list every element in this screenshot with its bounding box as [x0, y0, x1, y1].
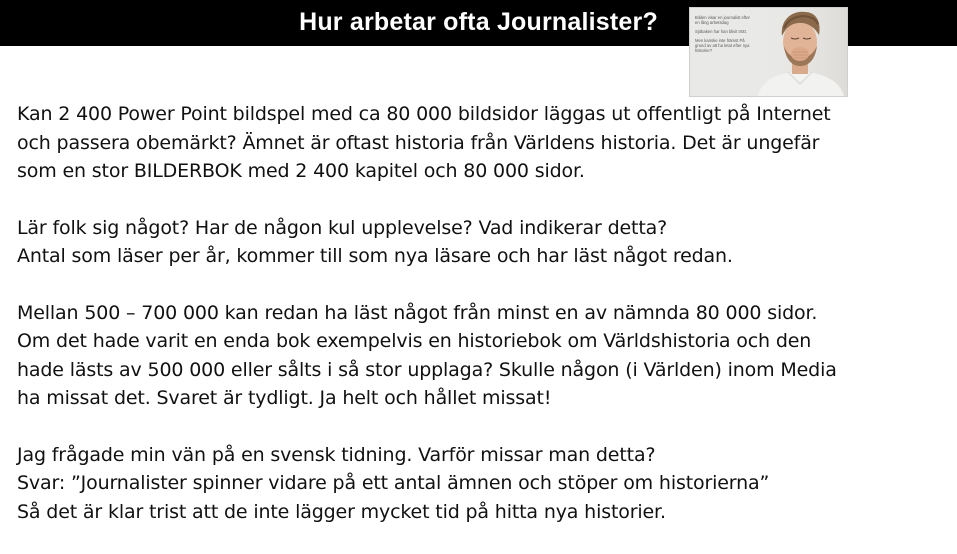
- paragraph: [17, 441, 947, 527]
- text-line: Jag frågade min vän på en svensk tidning. Varför missar man detta?: [17, 443, 656, 466]
- text-line: Lär folk sig något? Har de någon kul upplevelse? Vad indikerar detta?: [17, 216, 668, 239]
- thumbnail-caption-line: Men kanske inte främst På grund av att ha letat efter nya historier?: [695, 38, 750, 53]
- paragraph: [17, 299, 947, 413]
- text-line: Svar: ”Journalister spinner vidare på ett antal ämnen och stöper om historierna”: [17, 472, 770, 494]
- text-line: Så det är klar trist att de inte lägger mycket tid på hitta nya historier.: [17, 500, 666, 523]
- text-line: Antal som läser per år, kommer till som nya läsare och har läst något redan.: [17, 245, 733, 267]
- thumbnail-caption-line: Bilden visar en journalist efter en lång arbetsdag: [695, 15, 750, 25]
- text-line: och passera obemärkt? Ämnet är oftast historia från Världens historia. Det är ungefär: [17, 131, 820, 154]
- yawning-man-illustration: [690, 8, 847, 96]
- slide-body: [17, 100, 947, 554]
- paragraph: [17, 214, 947, 271]
- text-line: hade lästs av 500 000 eller sålts i så stor upplaga? Skulle någon (i Världen) inom Media: [17, 358, 837, 381]
- text-line: som en stor BILDERBOK med 2 400 kapitel och 80 000 sidor.: [17, 160, 585, 182]
- slide-title: Hur arbetar ofta Journalister?: [299, 8, 658, 36]
- text-line: ha missat det. Svaret är tydligt. Ja helt och hållet missat!: [17, 387, 552, 409]
- text-line: Kan 2 400 Power Point bildspel med ca 80 000 bildsidor läggas ut offentligt på Internet: [17, 103, 831, 125]
- text-line: Om det hade varit en enda bok exempelvis en historiebok om Världshistoria och den: [17, 330, 812, 352]
- thumbnail-caption-line: Sjöbaken har han blivit trött.: [695, 29, 747, 34]
- yawning-man-image: [689, 7, 848, 97]
- text-line: Mellan 500 – 700 000 kan redan ha läst något från minst en av nämnda 80 000 sidor.: [17, 301, 818, 324]
- paragraph: [17, 100, 947, 186]
